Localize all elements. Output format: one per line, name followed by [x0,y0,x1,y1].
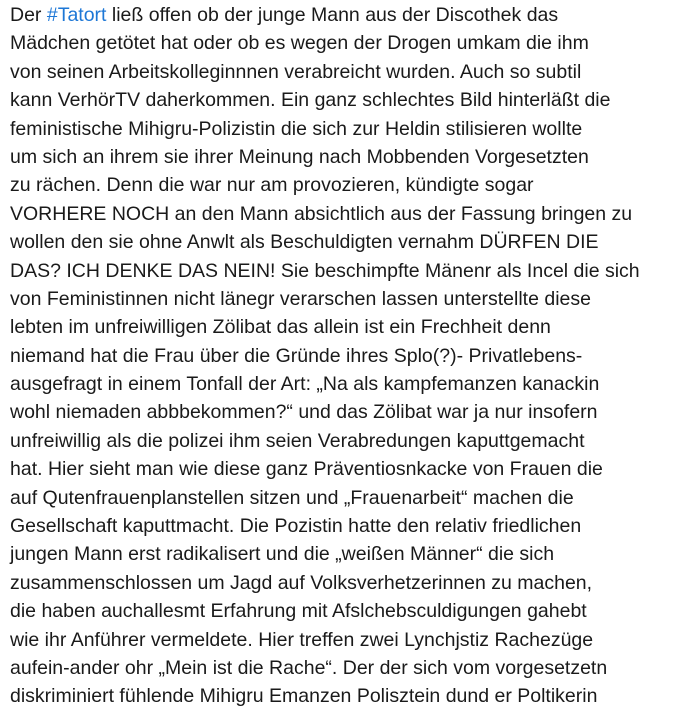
text-line: wollen den sie ohne Anwlt als Beschuldigten vernahm DÜRFEN DIE [10,231,599,254]
text-line: um sich an ihrem sie ihrer Meinung nach Mobbenden Vorgesetzten [10,145,589,168]
text-line: aufein-ander ohr „Mein ist die Rache“. Der der sich vom vorgesetzetn [10,656,608,679]
text-line: hat. Hier sieht man wie diese ganz Präventiosnkacke von Frauen die [10,458,603,481]
text-line: auf Qutenfrauenplanstellen sitzen und „Frauenarbeit“ machen die [10,486,574,509]
text-line: unfreiwillig als die polizei ihm seien Verabredungen kaputtgemacht [10,429,585,452]
text-line: zusammenschlossen um Jagd auf Volksverhetzerinnen zu machen, [10,571,593,594]
text-line: VORHERE NOCH an den Mann absichtlich aus der Fassung bringen zu [10,202,633,225]
text-segment: ließ offen ob der junge Mann aus der Discothek das [106,4,559,26]
post-text-block [10,1,682,711]
hashtag-link[interactable]: #Tatort [46,4,107,26]
text-line: Mädchen getötet hat oder ob es wegen der Drogen umkam die ihm [10,32,589,55]
text-line: von Feministinnen nicht länegr verarschen lassen unterstellte diese [10,287,591,310]
text-line: jungen Mann erst radikalisert und die „weißen Männer“ die sich [10,543,555,566]
text-line: wohl niemaden abbbekommen?“ und das Zölibat war ja nur insofern [10,401,598,424]
text-line: die haben auchallesmt Erfahrung mit Afslchebsculdigungen gahebt [10,600,587,623]
text-line: von seinen Arbeitskolleginnnen verabreicht wurden. Auch so subtil [10,60,582,83]
text-line: lebten im unfreiwilligen Zölibat das allein ist ein Frechheit denn [10,316,551,339]
text-line: wie ihr Anführer vermeldete. Hier treffen zwei Lynchjstiz Rachezüge [10,628,594,651]
text-line: feministische Mihigru-Polizistin die sich zur Heldin stilisieren wollte [10,117,583,140]
text-line: diskriminiert fühlende Mihigru Emanzen Polisztein dund er Poltikerin [10,685,598,708]
text-line: kann VerhörTV daherkommen. Ein ganz schlechtes Bild hinterläßt die [10,89,611,112]
text-segment: Der [10,4,47,26]
text-line: DAS? ICH DENKE DAS NEIN! Sie beschimpfte Mänenr als Incel die sich [10,259,640,282]
text-line: niemand hat die Frau über die Gründe ihres Splo(?)- Privatlebens- [10,344,583,367]
text-line: zu rächen. Denn die war nur am provozieren, kündigte sogar [10,174,534,197]
text-line: Gesellschaft kaputtmacht. Die Pozistin hatte den relativ friedlichen [10,515,582,538]
text-line: ausgefragt in einem Tonfall der Art: „Na als kampfemanzen kanackin [10,373,600,396]
text-line [10,1,682,29]
